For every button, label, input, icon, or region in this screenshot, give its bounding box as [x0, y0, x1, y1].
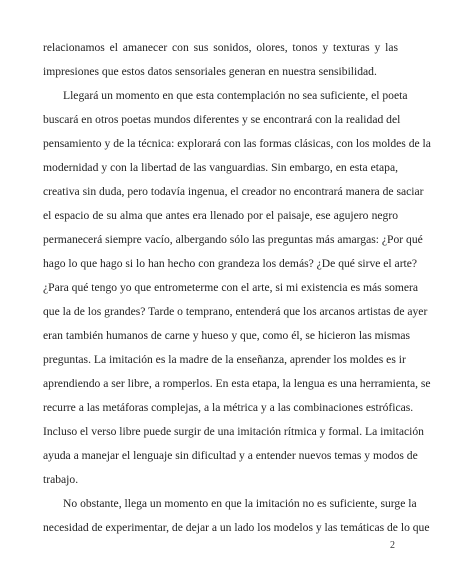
text-line: recurre a las metáforas complejas, a la métrica y a las combinaciones estróficas. — [43, 401, 414, 414]
text-line: permanecerá siempre vacío, albergando sólo las preguntas más amargas: ¿Por qué — [43, 233, 423, 246]
text-line: No obstante, llega un momento en que la imitación no es suficiente, surge la — [63, 497, 417, 510]
text-line: preguntas. La imitación es la madre de la enseñanza, aprender los moldes es ir — [43, 353, 406, 366]
text-line: Incluso el verso libre puede surgir de una imitación rítmica y formal. La imitación — [43, 425, 424, 438]
text-line: ayuda a manejar el lenguaje sin dificultad y a entender nuevos temas y modos de — [43, 449, 418, 462]
text-line: Llegará un momento en que esta contemplación no sea suficiente, el poeta — [63, 89, 408, 102]
text-line: que la de los grandes? Tarde o temprano, entenderá que los arcanos artistas de ayer — [43, 305, 428, 318]
text-line: buscará en otros poetas mundos diferentes y se encontrará con la realidad del — [43, 113, 401, 126]
text-line: trabajo. — [43, 473, 79, 486]
text-line: necesidad de experimentar, de dejar a un lado los modelos y las temáticas de lo que — [43, 521, 430, 534]
text-line: aprendiendo a ser libre, a romperlos. En esta etapa, la lengua es una herramienta, se — [43, 377, 431, 390]
text-line: pensamiento y de la técnica: explorará con las formas clásicas, con los moldes de la — [43, 137, 431, 150]
text-line: relacionamos el amanecer con sus sonidos, olores, tonos y texturas y las — [43, 41, 398, 54]
text-line: eran también humanos de carne y hueso y que, como él, se hicieron las mismas — [43, 329, 411, 342]
text-line: el espacio de su alma que antes era llenado por el paisaje, ese agujero negro — [43, 209, 398, 222]
text-line: modernidad y con la libertad de las vanguardias. Sin embargo, en esta etapa, — [43, 161, 398, 174]
text-line: ¿Para qué tengo yo que entrometerme con el arte, si mi existencia es más somera — [43, 281, 419, 294]
text-line: creativa sin duda, pero todavía ingenua, el creador no encontrará manera de saciar — [43, 185, 424, 198]
text-line: hago lo que hago si lo han hecho con grandeza los demás? ¿De qué sirve el arte? — [43, 257, 418, 270]
page-number: 2 — [390, 540, 395, 551]
text-line: impresiones que estos datos sensoriales generan en nuestra sensibilidad. — [43, 65, 377, 78]
